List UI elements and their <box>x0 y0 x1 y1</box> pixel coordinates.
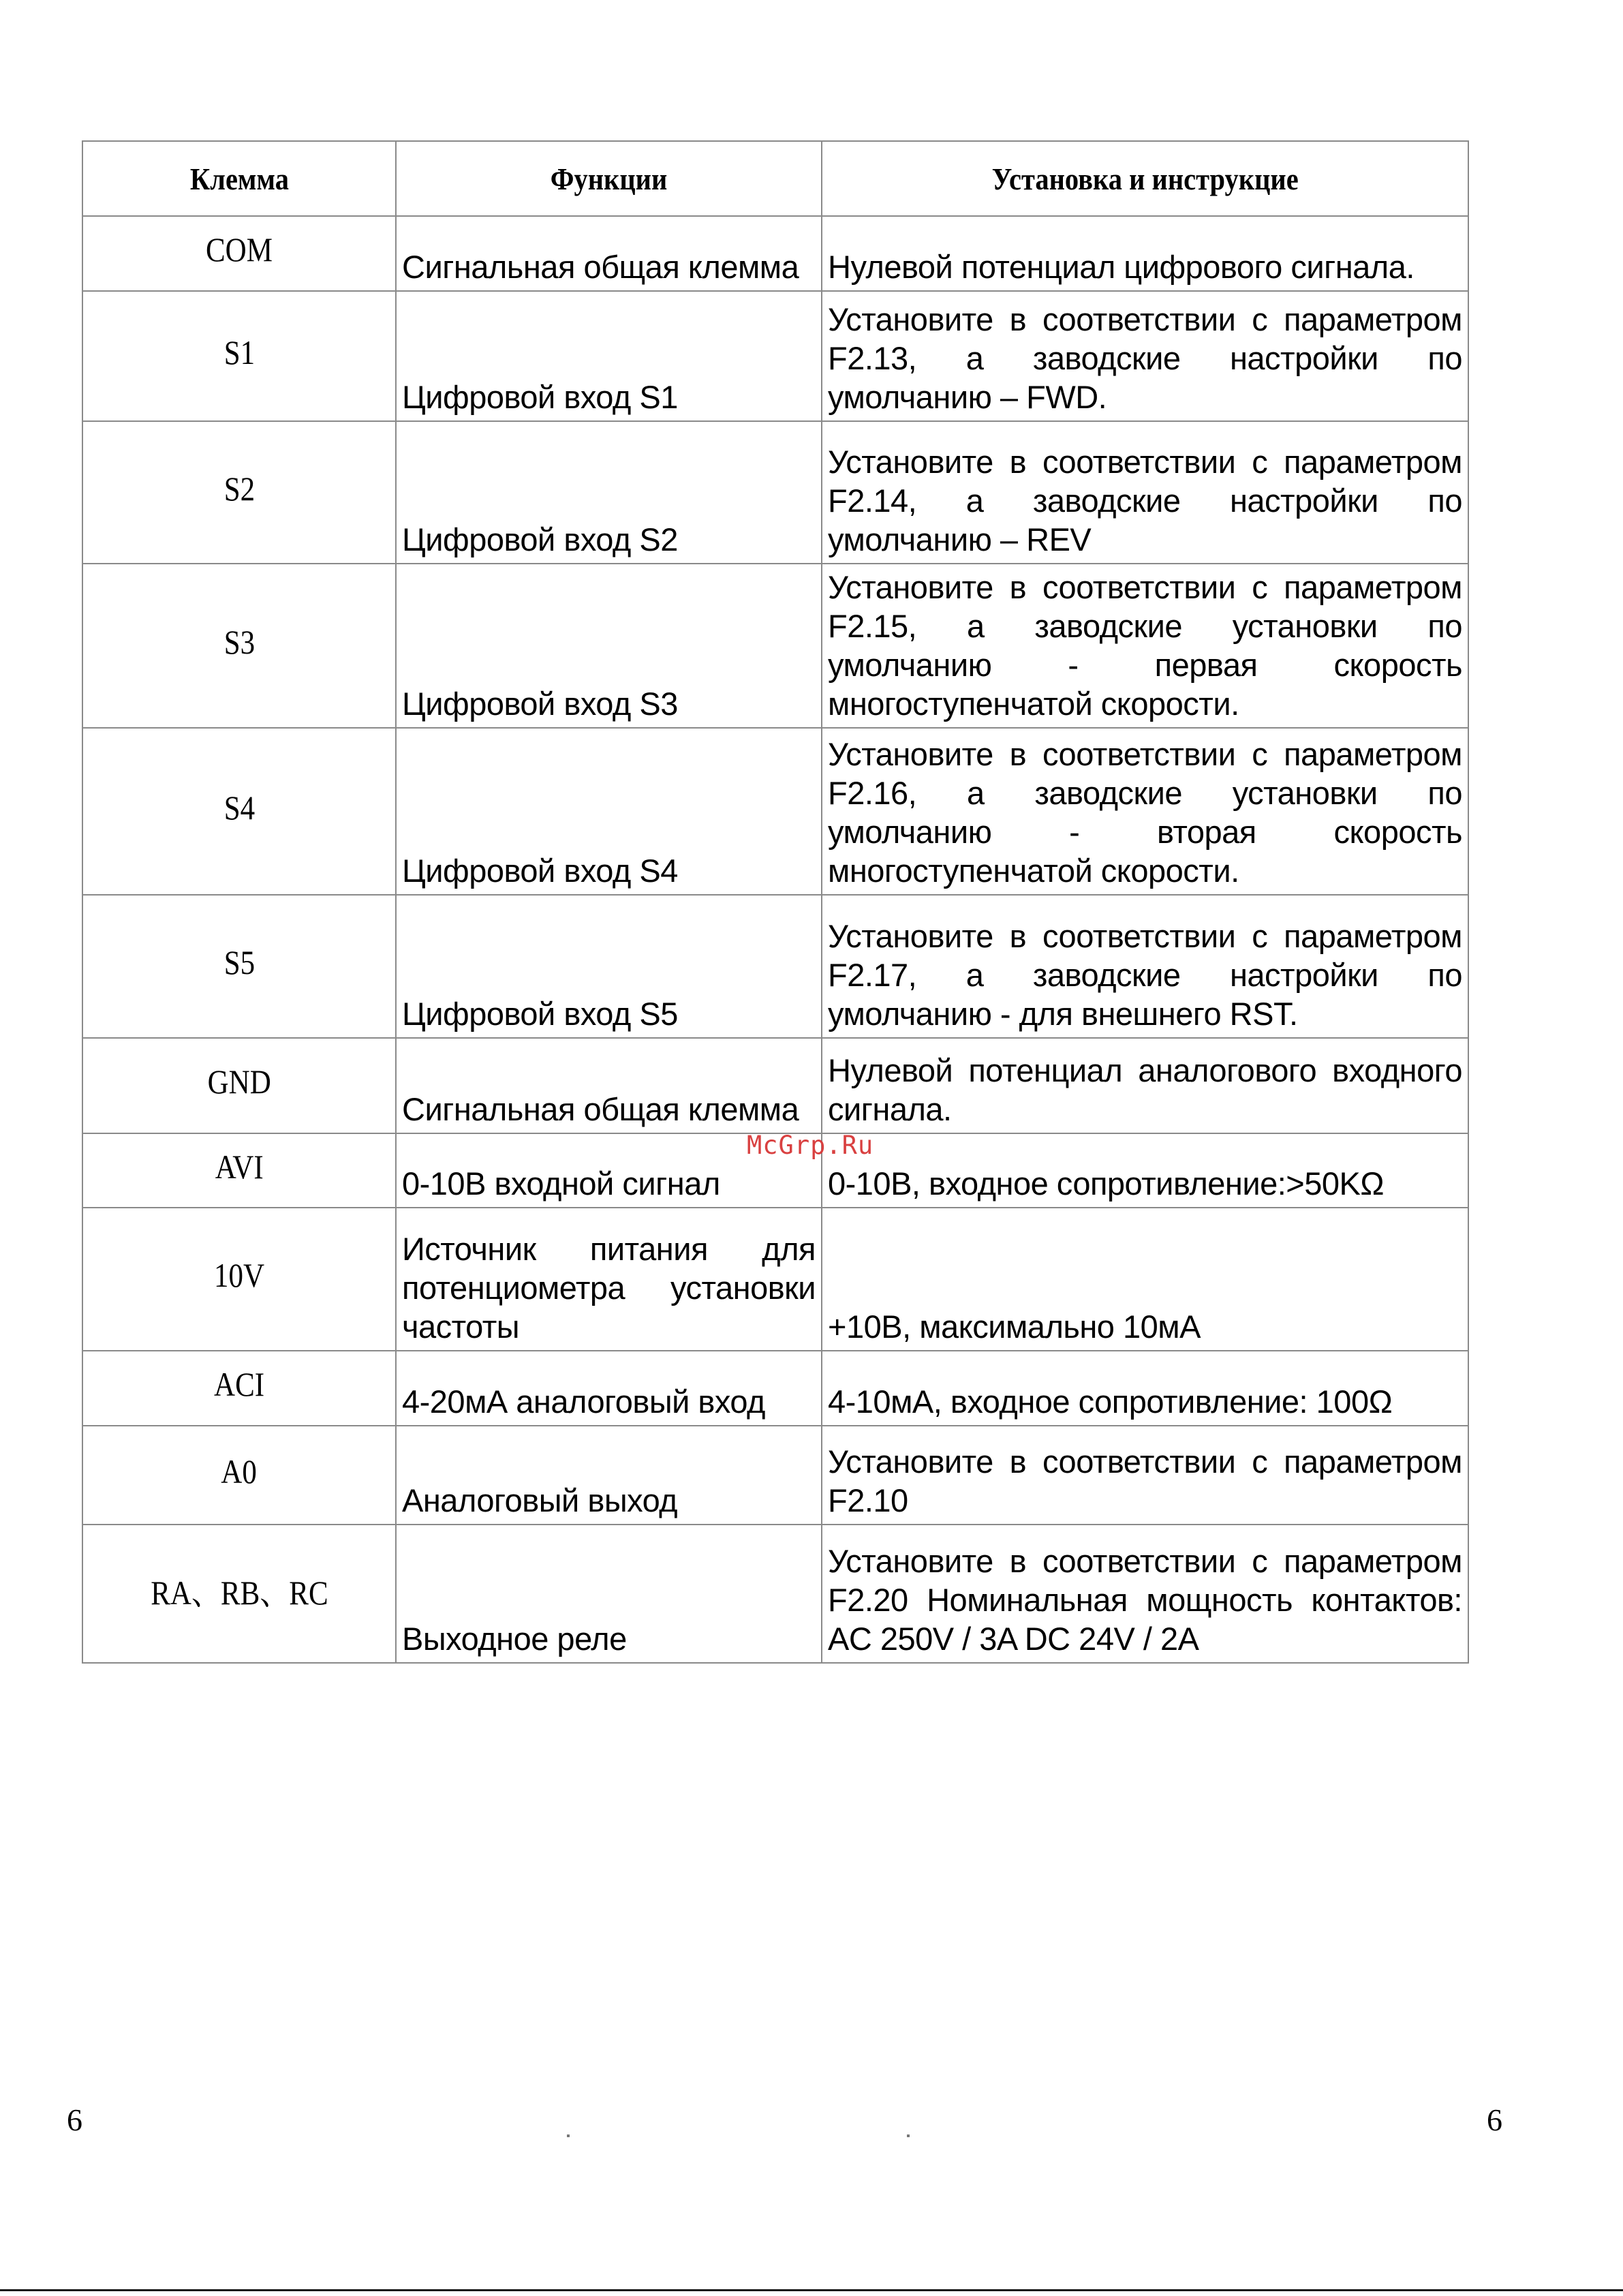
table-header-row <box>82 141 1468 216</box>
function-cell: Сигнальная общая клемма <box>396 216 822 291</box>
header-function: Функции <box>396 141 822 216</box>
terminal-cell: COM <box>82 216 396 291</box>
instruction-cell: Установите в соответствии с параметром F2.16, а заводские установки по умолчанию - вторая скорость многоступенчатой скорости. <box>822 728 1468 895</box>
table-row <box>82 216 1468 291</box>
table-row <box>82 291 1468 421</box>
instruction-cell: Установите в соответствии с параметром F2.17, а заводские настройки по умолчанию - для внешнего RST. <box>822 895 1468 1038</box>
terminal-cell: AVI <box>82 1133 396 1208</box>
function-cell: Цифровой вход S1 <box>396 291 822 421</box>
terminal-cell: S5 <box>82 895 396 1038</box>
scan-speck <box>567 2134 570 2137</box>
table-row <box>82 1208 1468 1351</box>
table-row <box>82 895 1468 1038</box>
terminal-cell: GND <box>82 1038 396 1133</box>
terminal-cell: ACI <box>82 1351 396 1426</box>
table-row <box>82 1038 1468 1133</box>
instruction-cell: Установите в соответствии с параметром F2.13, а заводские настройки по умолчанию – FWD. <box>822 291 1468 421</box>
function-cell: Сигнальная общая клемма <box>396 1038 822 1133</box>
terminal-cell: S4 <box>82 728 396 895</box>
function-cell: Цифровой вход S4 <box>396 728 822 895</box>
header-instruction: Установка и инструкцие <box>822 141 1468 216</box>
terminal-cell: 10V <box>82 1208 396 1351</box>
page-bottom-edge <box>0 2289 1623 2291</box>
watermark-text: McGrp.Ru <box>747 1131 874 1160</box>
table-row <box>82 1351 1468 1426</box>
function-cell: Выходное реле <box>396 1525 822 1663</box>
terminal-cell: S2 <box>82 421 396 564</box>
table-row <box>82 1525 1468 1663</box>
instruction-cell: Установите в соответствии с параметром F2.15, а заводские установки по умолчанию - первая скорость многоступенчатой скорости. <box>822 564 1468 728</box>
function-cell: Источник питания для потенциометра установки частоты <box>396 1208 822 1351</box>
scan-speck <box>907 2134 910 2137</box>
function-cell: Цифровой вход S5 <box>396 895 822 1038</box>
terminal-cell: S1 <box>82 291 396 421</box>
instruction-cell: Установите в соответствии с параметром F2.10 <box>822 1426 1468 1525</box>
page-number-right: 6 <box>1487 2102 1502 2137</box>
instruction-cell: Нулевой потенциал аналогового входного сигнала. <box>822 1038 1468 1133</box>
instruction-cell: Установите в соответствии с параметром F2.20 Номинальная мощность контактов: AC 250V / 3A DC 24V / 2A <box>822 1525 1468 1663</box>
function-cell: Цифровой вход S2 <box>396 421 822 564</box>
page-number-left: 6 <box>67 2102 82 2137</box>
function-cell: Аналоговый выход <box>396 1426 822 1525</box>
terminal-cell: S3 <box>82 564 396 728</box>
table-row <box>82 421 1468 564</box>
function-cell: Цифровой вход S3 <box>396 564 822 728</box>
instruction-cell: 4-10мА, входное сопротивление: 100Ω <box>822 1351 1468 1426</box>
instruction-cell: 0-10В, входное сопротивление:>50KΩ <box>822 1133 1468 1208</box>
instruction-cell: Нулевой потенциал цифрового сигнала. <box>822 216 1468 291</box>
instruction-cell: +10В, максимально 10мА <box>822 1208 1468 1351</box>
header-terminal: Клемма <box>82 141 396 216</box>
table-row <box>82 1426 1468 1525</box>
terminal-cell: RA、RB、RC <box>82 1525 396 1663</box>
function-cell: 4-20мА аналоговый вход <box>396 1351 822 1426</box>
terminal-table <box>82 140 1469 1664</box>
table-row <box>82 728 1468 895</box>
table-row <box>82 564 1468 728</box>
function-cell: 0-10В входной сигнал <box>396 1133 822 1208</box>
terminal-cell: A0 <box>82 1426 396 1525</box>
instruction-cell: Установите в соответствии с параметром F2.14, а заводские настройки по умолчанию – REV <box>822 421 1468 564</box>
